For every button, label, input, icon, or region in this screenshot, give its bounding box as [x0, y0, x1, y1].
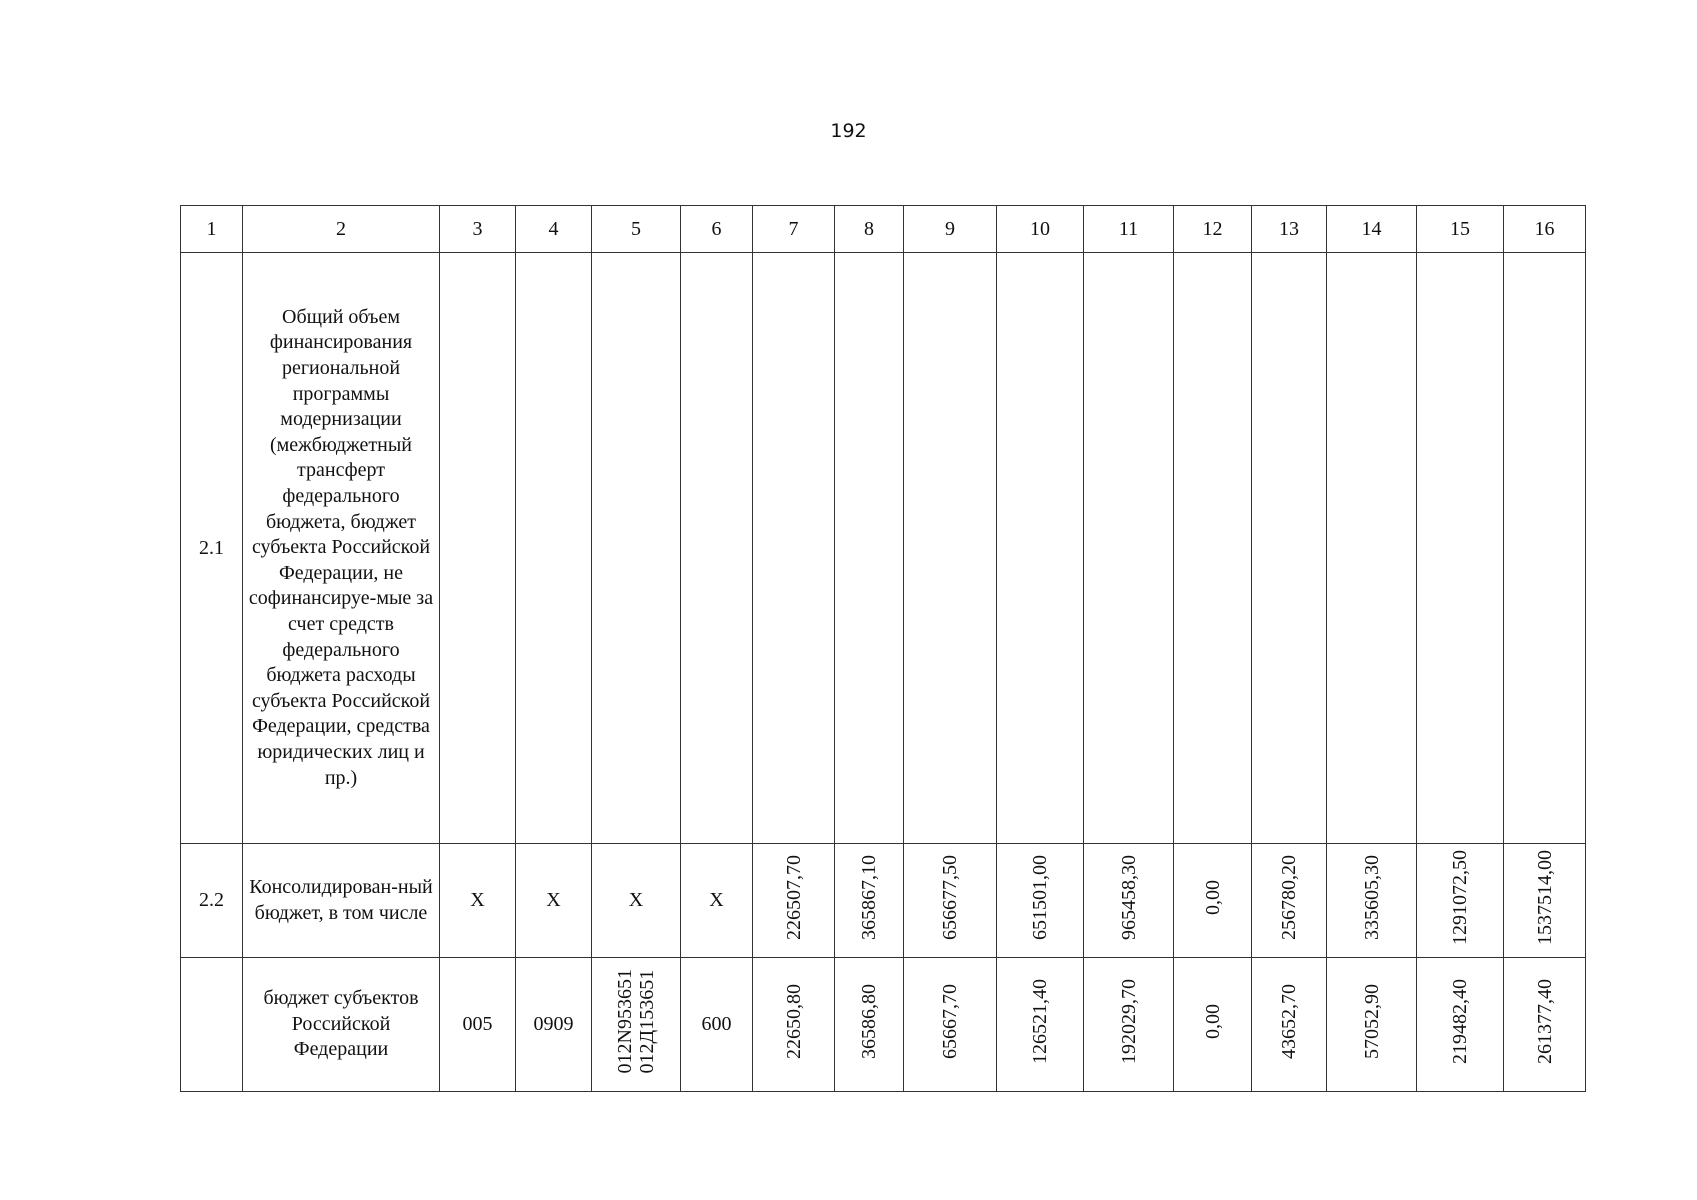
empty-cell — [681, 253, 753, 844]
header-cell: 15 — [1417, 206, 1504, 253]
value-text: 1291072,50 — [1449, 850, 1471, 945]
table-row-2-1 — [181, 253, 1586, 844]
cell-col5 — [592, 958, 681, 1092]
value-text: 36586,80 — [858, 984, 880, 1059]
value-text: 226507,70 — [782, 855, 805, 940]
row-name-cell: бюджет субъектов Российской Федерации — [243, 958, 440, 1092]
header-cell: 9 — [904, 206, 997, 253]
code-stack — [614, 969, 658, 1073]
value-text: 365867,10 — [858, 855, 880, 940]
table-row-2-2 — [181, 844, 1586, 958]
value-text: 22650,80 — [782, 984, 805, 1059]
header-cell: 3 — [440, 206, 516, 253]
value-cell — [753, 958, 835, 1092]
value-text: 335605,30 — [1360, 855, 1383, 940]
row-name-cell: Консолидирован-ный бюджет, в том числе — [243, 844, 440, 958]
value-text: 256780,20 — [1278, 855, 1300, 940]
cell-col3: Х — [440, 844, 516, 958]
cell-col6: 600 — [681, 958, 753, 1092]
value-cell — [1174, 958, 1252, 1092]
header-cell: 4 — [516, 206, 592, 253]
value-text: 0,00 — [1201, 1004, 1224, 1039]
header-cell: 2 — [243, 206, 440, 253]
cell-col6: Х — [681, 844, 753, 958]
empty-cell — [1252, 253, 1327, 844]
value-cell — [1252, 844, 1327, 958]
header-cell: 5 — [592, 206, 681, 253]
header-cell: 13 — [1252, 206, 1327, 253]
empty-cell — [1417, 253, 1504, 844]
row-number-cell: 2.1 — [181, 253, 243, 844]
value-cell — [1417, 958, 1504, 1092]
value-cell — [1417, 844, 1504, 958]
empty-cell — [1504, 253, 1586, 844]
header-cell: 10 — [997, 206, 1084, 253]
value-text: 656677,50 — [939, 855, 961, 940]
table-header-row — [181, 206, 1586, 253]
header-cell: 7 — [753, 206, 835, 253]
header-cell: 11 — [1084, 206, 1174, 253]
empty-cell — [440, 253, 516, 844]
value-cell — [835, 958, 904, 1092]
cell-col4: Х — [516, 844, 592, 958]
header-cell: 6 — [681, 206, 753, 253]
empty-cell — [592, 253, 681, 844]
header-cell: 16 — [1504, 206, 1586, 253]
value-text: 651501,00 — [1029, 855, 1051, 940]
cell-col4: 0909 — [516, 958, 592, 1092]
value-cell — [997, 958, 1084, 1092]
value-cell — [997, 844, 1084, 958]
empty-cell — [835, 253, 904, 844]
value-cell — [904, 958, 997, 1092]
code-text: 012Д153651 — [636, 969, 658, 1074]
row-name-cell: Общий объем финансирования региональной программы модернизации (межбюджетный трансферт федерального бюджета, бюджет субъекта Российской Федерации, не софинансируе-мые за счет средств федерального бюджета расходы субъекта Российской Федерации, средства юридических лиц и пр.) — [243, 253, 440, 844]
value-text: 219482,40 — [1449, 979, 1471, 1064]
empty-cell — [1327, 253, 1417, 844]
value-text: 43652,70 — [1278, 984, 1300, 1059]
value-text: 1537514,00 — [1533, 850, 1556, 945]
header-cell: 8 — [835, 206, 904, 253]
row-number-cell — [181, 958, 243, 1092]
value-text: 192029,70 — [1117, 979, 1140, 1064]
cell-col3: 005 — [440, 958, 516, 1092]
table-row-subject-budget — [181, 958, 1586, 1092]
header-cell: 14 — [1327, 206, 1417, 253]
code-text: 012N953651 — [614, 969, 636, 1074]
value-text: 126521,40 — [1029, 979, 1051, 1064]
value-cell — [835, 844, 904, 958]
empty-cell — [1174, 253, 1252, 844]
value-cell — [1174, 844, 1252, 958]
empty-cell — [753, 253, 835, 844]
value-cell — [1504, 958, 1586, 1092]
budget-table — [180, 205, 1586, 1092]
value-cell — [753, 844, 835, 958]
value-cell — [1504, 844, 1586, 958]
value-cell — [1327, 958, 1417, 1092]
value-text: 57052,90 — [1360, 984, 1383, 1059]
value-text: 965458,30 — [1117, 855, 1140, 940]
value-cell — [904, 844, 997, 958]
row-number-cell: 2.2 — [181, 844, 243, 958]
header-cell: 12 — [1174, 206, 1252, 253]
value-cell — [1327, 844, 1417, 958]
value-text: 261377,40 — [1533, 979, 1556, 1064]
value-cell — [1084, 844, 1174, 958]
header-cell: 1 — [181, 206, 243, 253]
empty-cell — [1084, 253, 1174, 844]
empty-cell — [516, 253, 592, 844]
empty-cell — [904, 253, 997, 844]
cell-col5: Х — [592, 844, 681, 958]
page-number: 192 — [830, 120, 867, 142]
value-cell — [1252, 958, 1327, 1092]
value-text: 0,00 — [1201, 880, 1224, 915]
value-text: 65667,70 — [939, 984, 961, 1059]
empty-cell — [997, 253, 1084, 844]
value-cell — [1084, 958, 1174, 1092]
